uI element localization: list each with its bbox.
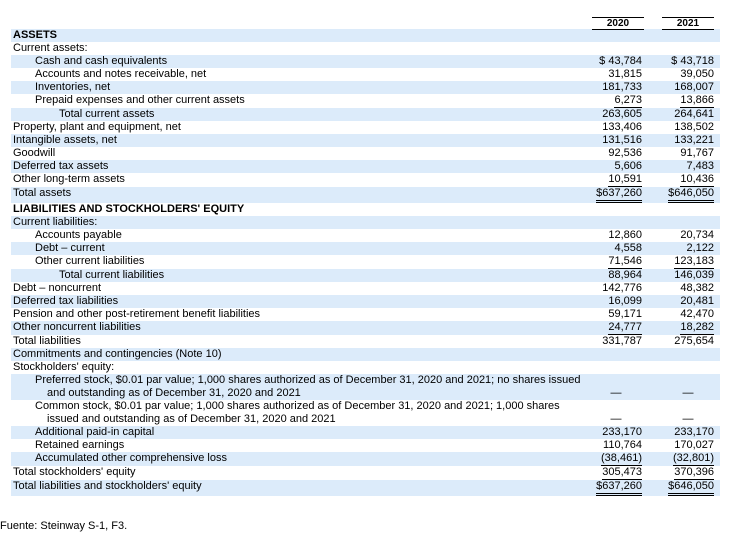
row-label: Total liabilities and stockholders' equity bbox=[13, 480, 202, 492]
cell-value: 16,099 bbox=[608, 295, 642, 307]
cell-value: 7,483 bbox=[686, 160, 714, 172]
row-label: Other noncurrent liabilities bbox=[13, 321, 141, 333]
table-row bbox=[11, 216, 720, 229]
table-row bbox=[11, 466, 720, 480]
value-2020 bbox=[590, 361, 642, 374]
table-row bbox=[11, 400, 720, 426]
table-row bbox=[11, 81, 720, 94]
table-row bbox=[11, 42, 720, 55]
value-2020 bbox=[590, 134, 642, 147]
row-label: Intangible assets, net bbox=[13, 134, 117, 146]
table-row bbox=[11, 147, 720, 160]
value-2021 bbox=[662, 29, 714, 42]
cell-value: $646,050 bbox=[668, 187, 714, 203]
row-label: ASSETS bbox=[13, 29, 58, 41]
cell-value: 48,382 bbox=[680, 282, 714, 294]
cell-value: $637,260 bbox=[596, 187, 642, 203]
value-2020 bbox=[590, 255, 642, 269]
value-2021 bbox=[662, 55, 714, 68]
row-label: Inventories, net bbox=[35, 81, 111, 93]
cell-value: 131,516 bbox=[602, 134, 642, 146]
value-2021 bbox=[662, 439, 714, 452]
value-2020 bbox=[590, 160, 642, 173]
cell-value: $ 43,784 bbox=[599, 55, 642, 67]
value-2020 bbox=[590, 229, 642, 242]
cell-value: 233,170 bbox=[674, 426, 714, 438]
row-label: Prepaid expenses and other current assets bbox=[35, 94, 245, 106]
cell-value: 305,473 bbox=[602, 466, 642, 478]
cell-value: 6,273 bbox=[614, 94, 642, 106]
value-2020 bbox=[590, 94, 642, 108]
cell-value: 146,039 bbox=[674, 269, 714, 281]
table-row bbox=[11, 439, 720, 452]
cell-value: 12,860 bbox=[608, 229, 642, 241]
value-2021 bbox=[662, 452, 714, 466]
value-2021 bbox=[662, 134, 714, 147]
value-2021 bbox=[662, 321, 714, 335]
cell-value: $637,260 bbox=[596, 480, 642, 496]
row-label: Total current assets bbox=[59, 108, 155, 120]
table-row bbox=[11, 134, 720, 147]
table-row bbox=[11, 321, 720, 335]
cell-value: 264,641 bbox=[674, 108, 714, 120]
cell-value: — bbox=[682, 413, 694, 425]
table-row bbox=[11, 203, 720, 216]
value-2021 bbox=[662, 466, 714, 480]
table-row bbox=[11, 173, 720, 187]
row-label: Common stock, $0.01 par value; 1,000 shares authorized as of December 31, 2020 and 2021; 1,000 shares issued and outstanding as of December 31, 2020 and 2021 bbox=[35, 400, 560, 425]
value-2021 bbox=[662, 94, 714, 108]
cell-value: 275,654 bbox=[674, 335, 714, 347]
table-row bbox=[11, 374, 720, 400]
value-2021 bbox=[662, 295, 714, 308]
row-label: Deferred tax liabilities bbox=[13, 295, 119, 307]
table-row bbox=[11, 55, 720, 68]
column-header-2021: 2021 bbox=[662, 17, 714, 30]
table-row bbox=[11, 187, 720, 203]
row-label: Accumulated other comprehensive loss bbox=[35, 452, 227, 464]
cell-value: 133,406 bbox=[602, 121, 642, 133]
row-label: Deferred tax assets bbox=[13, 160, 109, 172]
value-2020 bbox=[590, 147, 642, 160]
value-2020 bbox=[590, 452, 642, 466]
value-2021 bbox=[662, 282, 714, 295]
value-2020 bbox=[590, 466, 642, 480]
row-label: Accounts payable bbox=[35, 229, 122, 241]
cell-value: — bbox=[682, 387, 694, 399]
cell-value: 168,007 bbox=[674, 81, 714, 93]
cell-value: 331,787 bbox=[602, 335, 642, 347]
row-label: Stockholders' equity: bbox=[13, 361, 115, 373]
value-2020 bbox=[590, 387, 642, 400]
table-row bbox=[11, 242, 720, 255]
table-row bbox=[11, 361, 720, 374]
table-row bbox=[11, 29, 720, 42]
value-2021 bbox=[662, 255, 714, 269]
value-2020 bbox=[590, 480, 642, 496]
value-2021 bbox=[662, 203, 714, 216]
value-2021 bbox=[662, 361, 714, 374]
cell-value: 71,546 bbox=[608, 255, 642, 267]
cell-value: 31,815 bbox=[608, 68, 642, 80]
row-label: Retained earnings bbox=[35, 439, 125, 451]
cell-value: 20,734 bbox=[680, 229, 714, 241]
value-2021 bbox=[662, 147, 714, 160]
value-2021 bbox=[662, 426, 714, 439]
cell-value: 13,866 bbox=[680, 94, 714, 106]
value-2021 bbox=[662, 229, 714, 242]
value-2021 bbox=[662, 387, 714, 400]
table-row bbox=[11, 255, 720, 269]
table-row bbox=[11, 121, 720, 134]
cell-value: 59,171 bbox=[608, 308, 642, 320]
table-row bbox=[11, 68, 720, 81]
cell-value: 18,282 bbox=[680, 321, 714, 333]
value-2020 bbox=[590, 29, 642, 42]
column-header-2020: 2020 bbox=[592, 17, 644, 30]
value-2021 bbox=[662, 308, 714, 321]
value-2021 bbox=[662, 121, 714, 134]
value-2020 bbox=[590, 295, 642, 308]
row-label: Pension and other post-retirement benefit liabilities bbox=[13, 308, 261, 320]
row-label: Preferred stock, $0.01 par value; 1,000 shares authorized as of December 31, 2020 and 2021; no shares issued and outstanding as of December 31, 2020 and 2021 bbox=[35, 374, 581, 399]
cell-value: 10,436 bbox=[680, 173, 714, 185]
value-2020 bbox=[590, 269, 642, 282]
row-label: Total stockholders' equity bbox=[13, 466, 136, 478]
cell-value: 138,502 bbox=[674, 121, 714, 133]
row-label: Commitments and contingencies (Note 10) bbox=[13, 348, 222, 360]
value-2021 bbox=[662, 160, 714, 173]
row-label: Debt – current bbox=[35, 242, 105, 254]
value-2021 bbox=[662, 108, 714, 121]
value-2021 bbox=[662, 335, 714, 348]
cell-value: 5,606 bbox=[614, 160, 642, 172]
value-2020 bbox=[590, 348, 642, 361]
value-2020 bbox=[590, 42, 642, 55]
cell-value: 10,591 bbox=[608, 173, 642, 185]
table-row bbox=[11, 335, 720, 348]
cell-value: $ 43,718 bbox=[671, 55, 714, 67]
value-2020 bbox=[590, 121, 642, 134]
value-2021 bbox=[662, 480, 714, 496]
row-label: Property, plant and equipment, net bbox=[13, 121, 181, 133]
cell-value: 24,777 bbox=[608, 321, 642, 333]
cell-value: 123,183 bbox=[674, 255, 714, 267]
table-row bbox=[11, 295, 720, 308]
value-2020 bbox=[590, 426, 642, 439]
row-label: Accounts and notes receivable, net bbox=[35, 68, 207, 80]
cell-value: 370,396 bbox=[674, 466, 714, 478]
row-label: Current liabilities: bbox=[13, 216, 98, 228]
value-2020 bbox=[590, 282, 642, 295]
table-row bbox=[11, 348, 720, 361]
table-row bbox=[11, 160, 720, 173]
cell-value: 2,122 bbox=[686, 242, 714, 254]
value-2021 bbox=[662, 81, 714, 94]
table-body bbox=[11, 29, 720, 496]
value-2020 bbox=[590, 321, 642, 335]
value-2020 bbox=[590, 68, 642, 81]
table-row bbox=[11, 308, 720, 321]
row-label: Other current liabilities bbox=[35, 255, 145, 267]
row-label: Debt – noncurrent bbox=[13, 282, 102, 294]
cell-value: (32,801) bbox=[673, 452, 714, 464]
value-2021 bbox=[662, 348, 714, 361]
cell-value: 170,027 bbox=[674, 439, 714, 451]
value-2020 bbox=[590, 81, 642, 94]
table-row bbox=[11, 229, 720, 242]
balance-sheet-table bbox=[11, 17, 720, 496]
value-2021 bbox=[662, 216, 714, 229]
cell-value: (38,461) bbox=[601, 452, 642, 464]
value-2020 bbox=[590, 439, 642, 452]
cell-value: 133,221 bbox=[674, 134, 714, 146]
table-row bbox=[11, 480, 720, 496]
cell-value: 4,558 bbox=[614, 242, 642, 254]
cell-value: 92,536 bbox=[608, 147, 642, 159]
cell-value: — bbox=[610, 413, 622, 425]
value-2021 bbox=[662, 242, 714, 255]
cell-value: 181,733 bbox=[602, 81, 642, 93]
row-label: Total liabilities bbox=[13, 335, 81, 347]
column-header-row bbox=[11, 17, 720, 29]
cell-value: 110,764 bbox=[603, 439, 642, 451]
row-label: Current assets: bbox=[13, 42, 88, 54]
row-label: Additional paid-in capital bbox=[35, 426, 155, 438]
cell-value: 142,776 bbox=[602, 282, 642, 294]
table-row bbox=[11, 452, 720, 466]
cell-value: 91,767 bbox=[680, 147, 714, 159]
value-2021 bbox=[662, 187, 714, 203]
table-row bbox=[11, 282, 720, 295]
table-row bbox=[11, 269, 720, 282]
row-label: LIABILITIES AND STOCKHOLDERS' EQUITY bbox=[13, 203, 245, 215]
cell-value: 263,605 bbox=[602, 108, 642, 120]
source-note: Fuente: Steinway S-1, F3. bbox=[0, 520, 128, 532]
value-2021 bbox=[662, 173, 714, 187]
value-2020 bbox=[590, 335, 642, 348]
cell-value: 42,470 bbox=[680, 308, 714, 320]
value-2020 bbox=[590, 173, 642, 187]
cell-value: $646,050 bbox=[668, 480, 714, 496]
row-label: Other long-term assets bbox=[13, 173, 125, 185]
value-2020 bbox=[590, 242, 642, 255]
row-label: Total assets bbox=[13, 187, 72, 199]
value-2021 bbox=[662, 42, 714, 55]
value-2020 bbox=[590, 55, 642, 68]
value-2020 bbox=[590, 216, 642, 229]
cell-value: — bbox=[610, 387, 622, 399]
row-label: Cash and cash equivalents bbox=[35, 55, 168, 67]
cell-value: 88,964 bbox=[608, 269, 642, 281]
value-2020 bbox=[590, 413, 642, 426]
value-2021 bbox=[662, 413, 714, 426]
table-row bbox=[11, 426, 720, 439]
table-row bbox=[11, 94, 720, 108]
cell-value: 20,481 bbox=[680, 295, 714, 307]
value-2021 bbox=[662, 68, 714, 81]
row-label: Goodwill bbox=[13, 147, 56, 159]
table-row bbox=[11, 108, 720, 121]
value-2020 bbox=[590, 308, 642, 321]
cell-value: 233,170 bbox=[602, 426, 642, 438]
value-2020 bbox=[590, 108, 642, 121]
value-2020 bbox=[590, 203, 642, 216]
value-2020 bbox=[590, 187, 642, 203]
value-2021 bbox=[662, 269, 714, 282]
row-label: Total current liabilities bbox=[59, 269, 165, 281]
cell-value: 39,050 bbox=[680, 68, 714, 80]
